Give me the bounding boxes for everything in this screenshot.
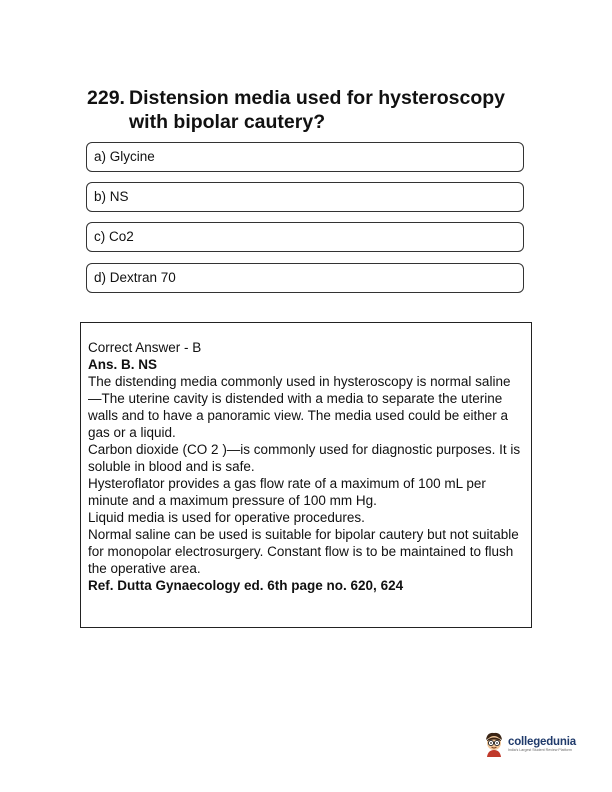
option-b[interactable]: b) NS: [86, 182, 524, 212]
explanation-line: Carbon dioxide (CO 2 )—is commonly used for diagnostic purposes. It is soluble in blood and is safe.: [88, 442, 521, 474]
question-text: Distension media used for hysteroscopy with bipolar cautery?: [129, 87, 506, 133]
reference-line: Ref. Dutta Gynaecology ed. 6th page no. 620, 624: [88, 578, 404, 593]
explanation-line: Hysteroflator provides a gas flow rate of a maximum of 100 mL per minute and a maximum pressure of 100 mm Hg.: [88, 476, 486, 508]
option-a[interactable]: a) Glycine: [86, 142, 524, 172]
explanation-line: Liquid media is used for operative procedures.: [88, 510, 365, 525]
explanation-line: —The uterine cavity is distended with a media to separate the uterine walls and to have a panoramic view. The media used could be either a gas or a liquid.: [88, 391, 509, 440]
logo-name: collegedunia: [508, 735, 576, 748]
correct-answer-label: Correct Answer - B: [88, 340, 202, 355]
answer-explanation-box: [80, 322, 532, 628]
option-c[interactable]: c) Co2: [86, 222, 524, 252]
explanation-line: The distending media commonly used in hysteroscopy is normal saline: [88, 374, 511, 389]
question-heading: [87, 86, 537, 134]
option-d[interactable]: d) Dextran 70: [86, 263, 524, 293]
collegedunia-logo: [483, 729, 583, 759]
mascot-icon: [483, 731, 505, 757]
explanation-line: Normal saline can be used is suitable for bipolar cautery but not suitable for monopolar electrosurgery. Constant flow is to be maintained to flush the operative area.: [88, 527, 519, 576]
question-number: 229.: [87, 87, 125, 109]
logo-tagline: India's Largest Student Review Platform: [508, 747, 572, 752]
answer-line: Ans. B. NS: [88, 357, 158, 372]
